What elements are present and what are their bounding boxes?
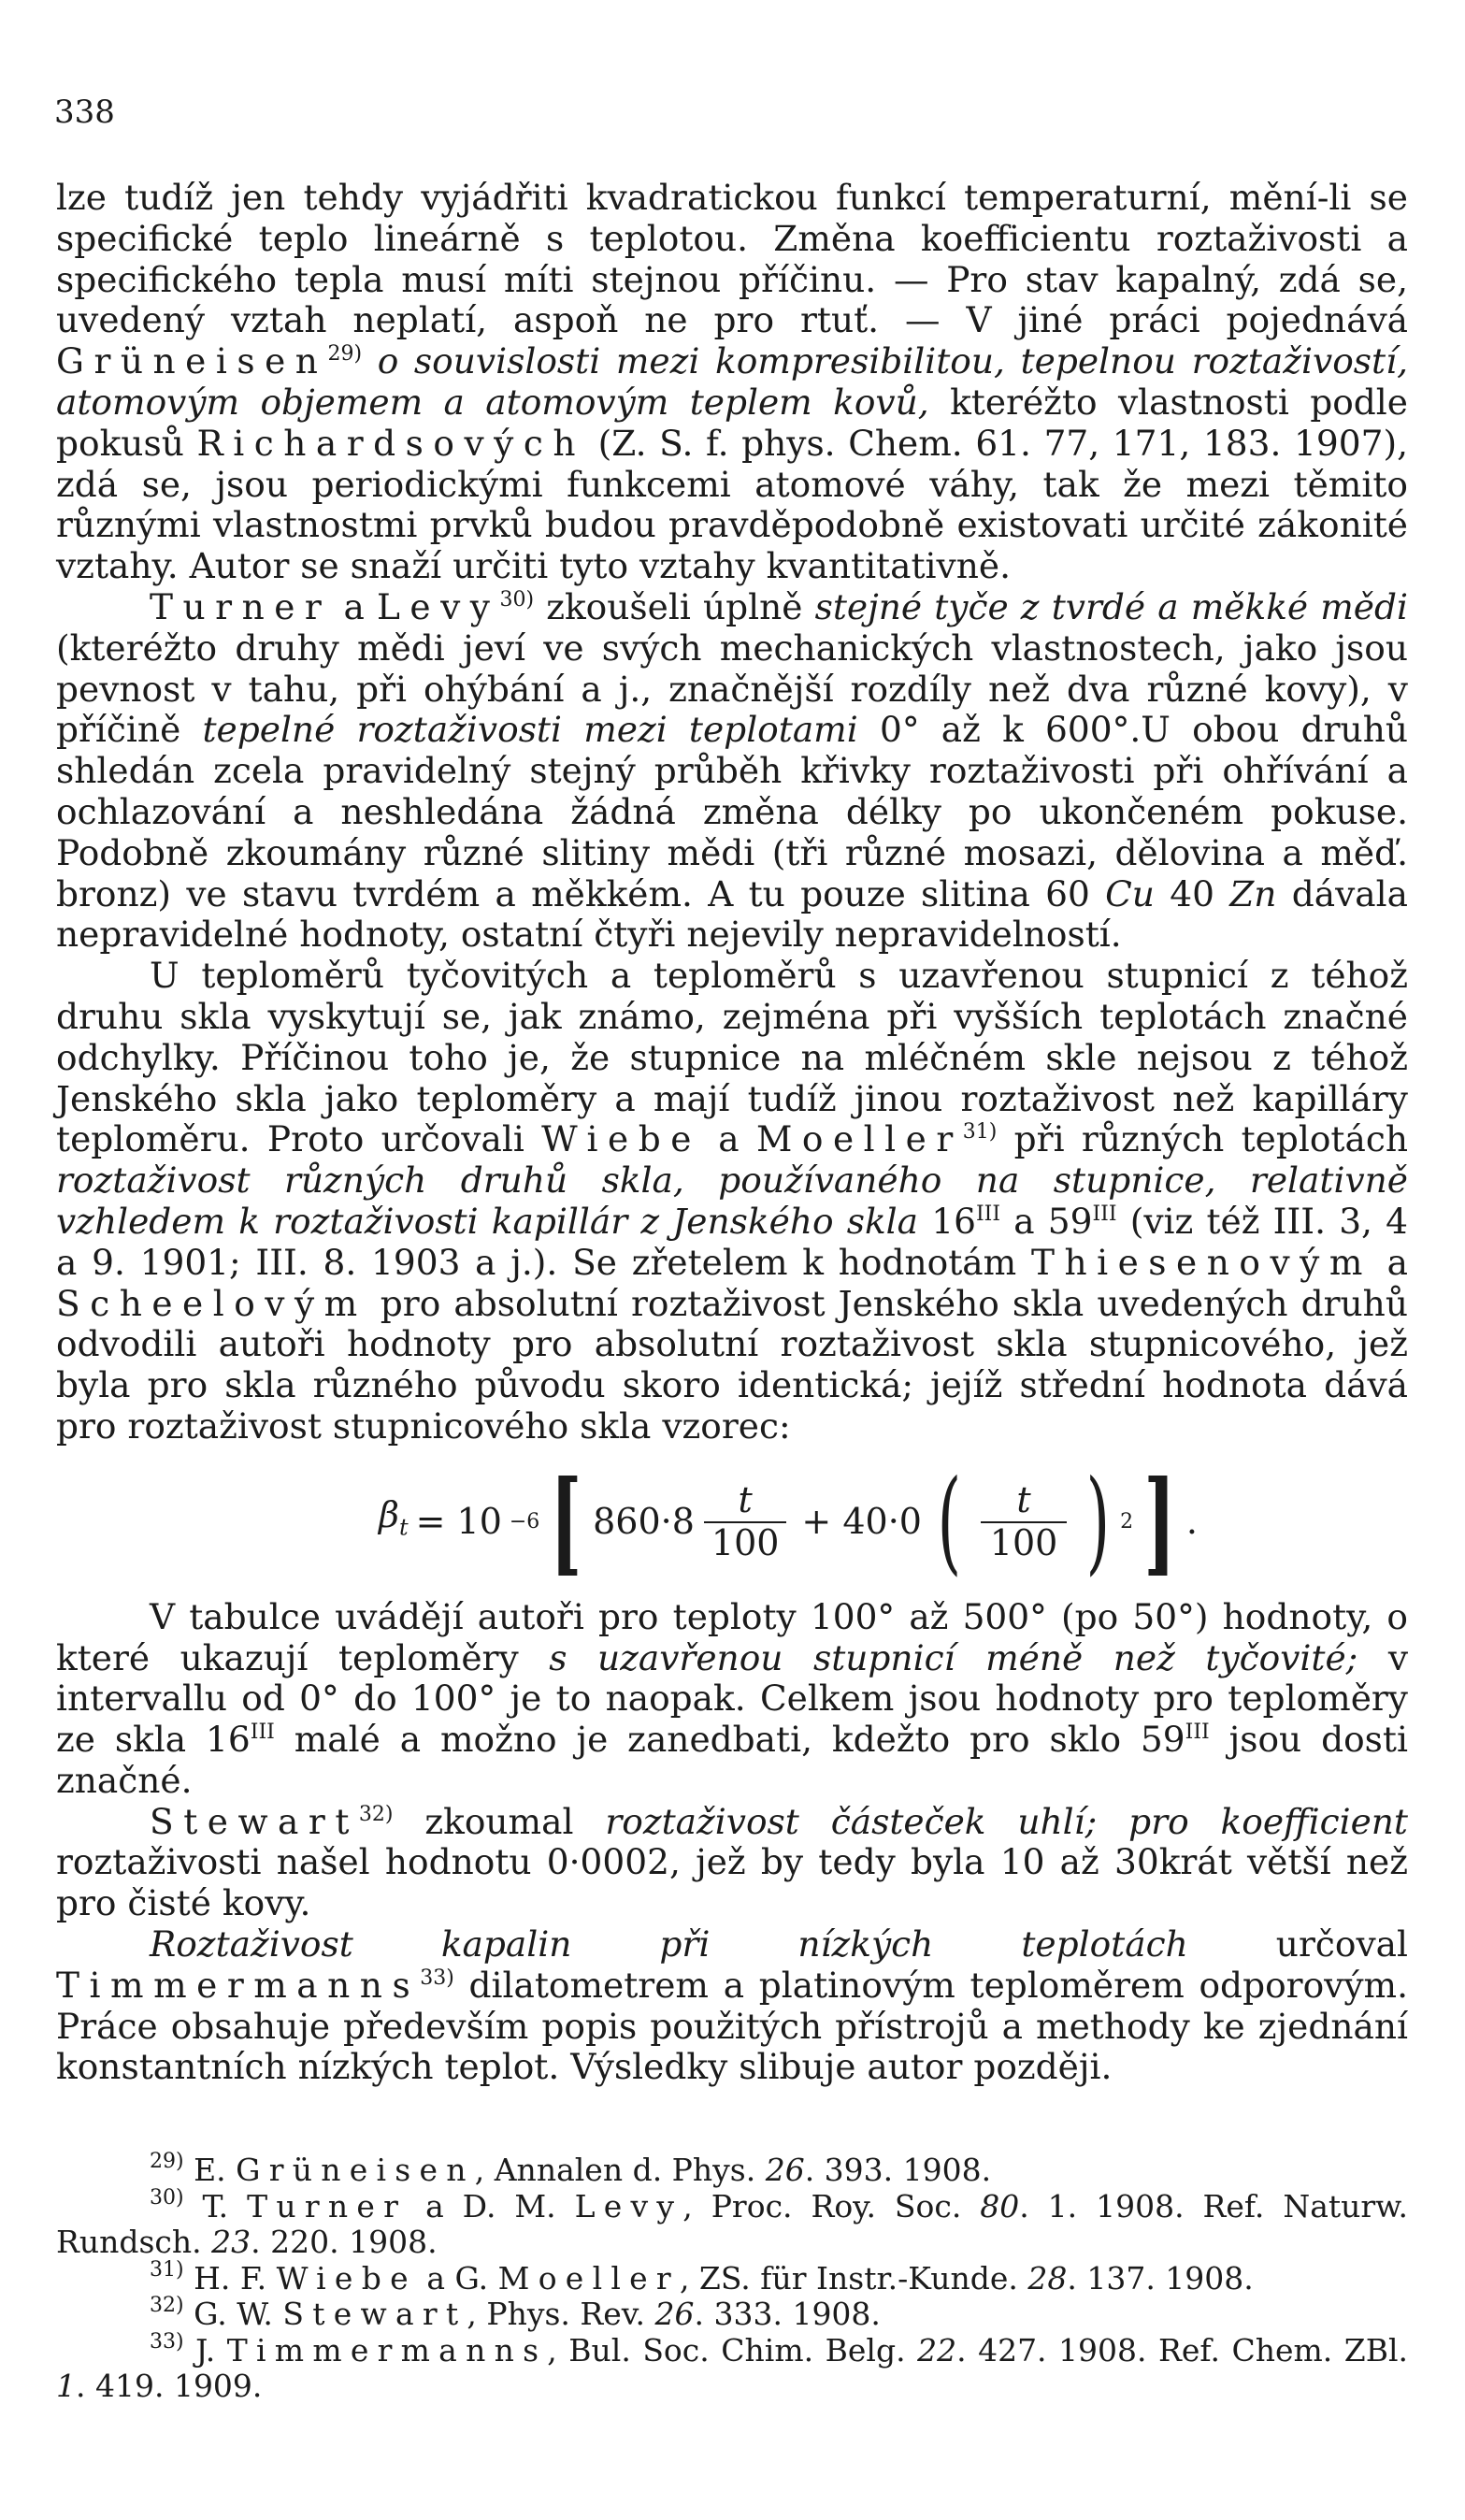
text-run: 0° až k 600°.U obou druhů shledán zcela pravidelný stejný průběh křivky roztaživosti při ohřívání a ochlazování a neshledána žádná změna délky po ukončeném pokuse. Podobně zkoumány různé slitiny mědi (tři různé mosazi, dělovina a měď. bronz) ve stavu tvrdém a měkkém. A tu pouze slitina 60 bbox=[56, 709, 1409, 914]
page-number: 338 bbox=[54, 94, 115, 131]
italic-text: 23 bbox=[211, 2224, 251, 2260]
text-run: 16 bbox=[918, 1200, 976, 1242]
author-name: Timmermanns bbox=[226, 2331, 548, 2369]
author-name: Levy bbox=[377, 585, 500, 627]
formula-power: 2 bbox=[1120, 1509, 1134, 1534]
text-run: , Proc. Roy. Soc. bbox=[682, 2187, 981, 2225]
text-run: (Z. S. f. phys. Chem. 61. 77, 171, 183. 1907), zdá se, jsou periodickými funkcemi atomové váhy, tak že mezi těmito různými vlastnostmi prvků budou pravděpodobně existovati určité zákonité vztahy. Autor se snaží určiti tyto vztahy kvantitativně. bbox=[56, 422, 1408, 587]
formula-period: . bbox=[1185, 1500, 1199, 1542]
formula-den: 100 bbox=[981, 1521, 1068, 1564]
author-name: Richardsových bbox=[196, 422, 585, 464]
italic-text: stejné tyče z tvrdé a měkké mědi bbox=[814, 585, 1408, 627]
text-run: dávala nepravidelné hodnoty, ostatní čtyři nejevily nepravidelností. bbox=[56, 872, 1408, 956]
footnote-number: 32) bbox=[150, 2294, 184, 2317]
author-name: Stewart bbox=[282, 2296, 467, 2332]
formula-eq: = 10 bbox=[415, 1500, 502, 1542]
formula-bracket-right: ] bbox=[1143, 1455, 1176, 1588]
text-run: roztaživosti našel hodnotu 0·0002, jež by tedy byla 10 až 30krát větší než pro čisté kovy. bbox=[56, 1841, 1408, 1924]
text-run: pro absolutní roztaživost Jenského skla uvedených druhů odvodili autoři hodnoty pro absolutní roztaživost skla stupnicového, jež byla pro skla různého původu skoro identická; jejíž střední hodnota dává pro roztaživost stupnicového skla vzorec: bbox=[56, 1282, 1408, 1447]
italic-text: 26 bbox=[765, 2152, 805, 2188]
footnote-31 bbox=[56, 2257, 1408, 2297]
footnote-number: 30) bbox=[150, 2185, 184, 2210]
text-run: , Bul. Soc. Chim. Belg. bbox=[547, 2331, 918, 2369]
italic-text: roztaživost různých druhů skla, používaného na stupnice, relativně vzhledem k roztaživosti kapillár z Jenského skla bbox=[56, 1159, 1408, 1242]
formula-den: 100 bbox=[704, 1521, 787, 1564]
text-run: U teploměrů tyčovitých a teploměrů s uzavřenou stupnicí z téhož druhu skla vyskytují se, jak známo, zejména při vyšších teplotách značné odchylky. Příčinou toho je, že stupnice na mléčném skle nejsou z téhož Jenského skla jako teploměry a mají tudíž jinou roztaživost než kapilláry teploměru. Proto určovali bbox=[56, 955, 1408, 1160]
author-name: Stewart bbox=[150, 1800, 359, 1842]
text-run: kteréžto vlastnosti podle pokusů bbox=[56, 381, 1408, 464]
text-run: , Phys. Rev. bbox=[467, 2296, 655, 2332]
body-text bbox=[56, 178, 1408, 2088]
text-run: malé a možno je zanedbati, kdežto pro sklo 59 bbox=[274, 1719, 1185, 1761]
footnote-29 bbox=[56, 2150, 1408, 2189]
formula-coef: 860·8 bbox=[593, 1500, 695, 1542]
footnote-ref: 32) bbox=[358, 1802, 394, 1826]
text-run: . 419. 1909. bbox=[76, 2368, 263, 2404]
italic-text: roztaživost částeček uhlí; bbox=[605, 1800, 1098, 1842]
text-run: a G. bbox=[416, 2259, 498, 2297]
italic-text: 26 bbox=[654, 2296, 695, 2332]
text-run: G. W. bbox=[183, 2296, 283, 2332]
formula-paren-left: ( bbox=[937, 1456, 962, 1587]
text-run: 40 bbox=[1154, 872, 1230, 914]
footnote-33 bbox=[56, 2329, 1408, 2405]
text-run: , ZS. für Instr.-Kunde. bbox=[679, 2259, 1028, 2297]
text-run: lze tudíž jen tehdy vyjádřiti kvadratickou funkcí temperaturní, mění-li se specifické teplo lineárně s teplotou. Změna koefficientu roztaživosti a specifického tepla musí míti stejnou příčinu. — Pro stav kapalný, zdá se, uvedený vztah neplatí, aspoň ne pro rtuť. — V jiné práci pojednává bbox=[56, 177, 1408, 341]
italic-text: o souvislosti mezi kompresibilitou, tepelnou roztaživostí, atomovým objemem a atomovým teplem kovů, bbox=[56, 340, 1408, 423]
italic-text: 22 bbox=[917, 2331, 957, 2369]
text-run bbox=[362, 340, 378, 382]
formula-fraction bbox=[704, 1480, 787, 1564]
author-name: Wiebe bbox=[276, 2259, 417, 2297]
text-run: zkoumal bbox=[393, 1800, 606, 1842]
superscript: III bbox=[250, 1721, 275, 1745]
footnote-number: 33) bbox=[150, 2329, 184, 2354]
paragraph-1 bbox=[56, 178, 1408, 587]
text-run: a bbox=[700, 1118, 756, 1160]
author-name: Turner bbox=[247, 2187, 408, 2225]
footnote-32 bbox=[56, 2294, 1408, 2333]
text-run: E. bbox=[183, 2152, 237, 2188]
paragraph-2 bbox=[56, 587, 1408, 956]
author-name: Grüneisen bbox=[236, 2152, 475, 2188]
text-run: a D. M. bbox=[407, 2187, 575, 2225]
paragraph-6 bbox=[56, 1924, 1408, 2088]
superscript: III bbox=[1092, 1202, 1117, 1226]
author-name: Moeller bbox=[497, 2259, 680, 2297]
text-run: . 1. 1908. Ref. Naturw. Rundsch. bbox=[56, 2187, 1408, 2260]
text-run: V tabulce uvádějí autoři pro teploty 100° až 500° (po 50°) hodnoty, o které ukazují teploměry bbox=[56, 1595, 1408, 1678]
author-name: Scheelovým bbox=[56, 1282, 367, 1324]
author-name: Wiebe bbox=[541, 1118, 701, 1160]
italic-text: 28 bbox=[1027, 2259, 1068, 2297]
text-run: a bbox=[1372, 1241, 1408, 1283]
text-run: určoval bbox=[1187, 1923, 1408, 1966]
footnote-number: 31) bbox=[150, 2257, 184, 2282]
footnote-ref: 29) bbox=[327, 342, 363, 367]
text-run: v intervallu od 0° do 100° je to naopak. Celkem jsou hodnoty pro teploměry ze skla 16 bbox=[56, 1636, 1409, 1761]
formula: $\beta_t$ = 10 −6 [ 860·8 $\frac{t}{100}$ + 40·0 ( $\frac{t}{100}$ ) 2 ] . bbox=[378, 1455, 1199, 1588]
paragraph-3 bbox=[56, 956, 1408, 1447]
formula-num: t bbox=[738, 1478, 753, 1520]
italic-text: tepelné roztaživosti mezi teplotami bbox=[202, 709, 858, 751]
author-name: Levy bbox=[574, 2187, 683, 2225]
text-run: . 333. 1908. bbox=[694, 2296, 881, 2332]
text-run: jsou dosti značné. bbox=[56, 1719, 1408, 1801]
footnote-30 bbox=[56, 2185, 1408, 2261]
formula-beta: β bbox=[378, 1494, 399, 1535]
text-run: a bbox=[331, 585, 378, 627]
paragraph-4 bbox=[56, 1597, 1408, 1802]
text-run: a 59 bbox=[1000, 1200, 1093, 1242]
superscript: III bbox=[1185, 1721, 1210, 1745]
formula-bracket-left: [ bbox=[550, 1455, 582, 1588]
italic-text: 80 bbox=[980, 2187, 1020, 2225]
formula-num: t bbox=[1016, 1478, 1031, 1520]
author-name: Moeller bbox=[755, 1118, 963, 1160]
italic-text: Cu bbox=[1105, 872, 1155, 914]
formula-lhs bbox=[379, 1495, 409, 1548]
text-run: , Annalen d. Phys. bbox=[474, 2152, 766, 2188]
author-name: Turner bbox=[150, 585, 332, 627]
formula-sub: t bbox=[398, 1514, 409, 1541]
text-run bbox=[1097, 1801, 1128, 1842]
text-run: . 220. 1908. bbox=[251, 2224, 438, 2260]
superscript: III bbox=[975, 1202, 1001, 1226]
text-run: T. bbox=[183, 2187, 248, 2225]
text-run: . 393. 1908. bbox=[804, 2152, 992, 2188]
footnote-ref: 33) bbox=[420, 1966, 454, 1990]
footnote-ref: 31) bbox=[962, 1120, 998, 1145]
author-name: Timmermanns bbox=[56, 1964, 421, 2006]
text-run: J. bbox=[183, 2331, 227, 2369]
italic-text: pro koefficient bbox=[1128, 1800, 1409, 1842]
italic-text: Zn bbox=[1229, 872, 1277, 914]
author-name: Grüneisen bbox=[56, 340, 328, 382]
text-run: . 137. 1908. bbox=[1067, 2259, 1254, 2297]
italic-text: Roztaživost kapalin při nízkých teplotách bbox=[150, 1923, 1188, 1966]
paragraph-5 bbox=[56, 1802, 1408, 1924]
footnote-number: 29) bbox=[150, 2150, 184, 2173]
italic-text: 1 bbox=[56, 2368, 76, 2404]
text-run: zkoušeli úplně bbox=[534, 585, 815, 627]
formula-paren-right: ) bbox=[1085, 1456, 1111, 1587]
text-run: H. F. bbox=[183, 2259, 277, 2297]
text-run: dilatometrem a platinovým teploměrem odporovým. Práce obsahuje především popis použitých přístrojů a methody ke zjednání konstantních nízkých teplot. Výsledky slibuje autor později. bbox=[56, 1964, 1408, 2088]
italic-text: s uzavřenou stupnicí méně než tyčovité; bbox=[549, 1636, 1358, 1678]
text-run: (kteréžto druhy mědi jeví ve svých mechanických vlastnostech, jako jsou pevnost v tahu, při ohýbání a j., značnější rozdíly než dva různé kovy), v příčině bbox=[56, 626, 1408, 751]
footnote-ref: 30) bbox=[499, 587, 535, 612]
text-run: (viz též III. 3, 4 a 9. 1901; III. 8. 1903 a j.). Se zřetelem k hodnotám bbox=[56, 1200, 1409, 1283]
text-run: . 427. 1908. Ref. Chem. ZBl. bbox=[956, 2331, 1408, 2369]
author-name: Thiesenovým bbox=[1030, 1241, 1372, 1283]
formula-plus: + 40·0 bbox=[801, 1500, 922, 1542]
footnotes bbox=[56, 2150, 1408, 2405]
text-run: při různých teplotách bbox=[997, 1118, 1408, 1160]
formula-fraction bbox=[981, 1480, 1068, 1564]
